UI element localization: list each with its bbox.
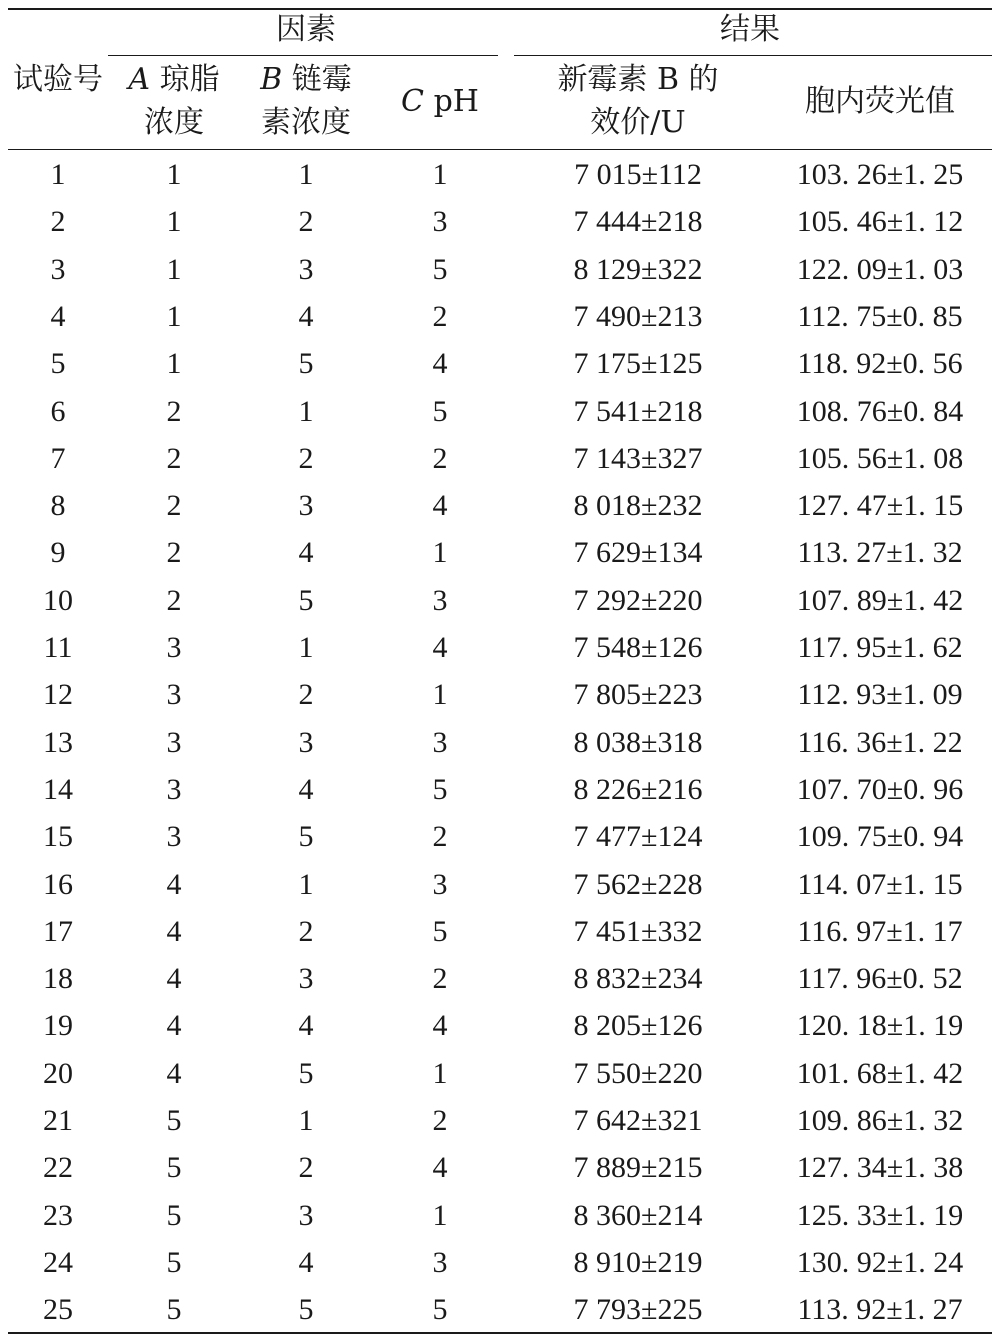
cell-trial-number: 22 — [43, 1151, 73, 1184]
cell-potency: 7 477±124 — [573, 820, 703, 853]
cell-fluorescence: 108. 76±0. 84 — [796, 395, 964, 428]
cell-fluorescence: 107. 89±1. 42 — [796, 584, 964, 617]
cell-fluorescence: 116. 36±1. 22 — [797, 726, 963, 759]
cell-fluorescence: 109. 75±0. 94 — [796, 820, 964, 853]
cell-factor-c: 1 — [432, 1057, 448, 1090]
cell-factor-a: 4 — [166, 868, 182, 901]
cell-factor-a: 1 — [166, 158, 182, 191]
cell-fluorescence: 117. 96±0. 52 — [797, 962, 963, 995]
cell-trial-number: 15 — [43, 820, 73, 853]
cell-factor-a: 1 — [166, 300, 182, 333]
cell-fluorescence: 112. 93±1. 09 — [797, 678, 963, 711]
header-factor-b-letter: B — [260, 62, 283, 97]
cell-fluorescence: 118. 92±0. 56 — [797, 347, 963, 380]
cell-fluorescence: 112. 75±0. 85 — [797, 300, 963, 333]
cell-trial-number: 19 — [43, 1009, 73, 1042]
cell-factor-b: 2 — [298, 678, 314, 711]
cell-factor-c: 2 — [432, 820, 448, 853]
cell-trial-number: 14 — [43, 773, 73, 806]
cell-trial-number: 3 — [50, 253, 66, 286]
cell-fluorescence: 122. 09±1. 03 — [796, 253, 964, 286]
cell-factor-b: 3 — [298, 726, 314, 759]
cell-trial-number: 10 — [43, 584, 73, 617]
header-factor-a-line2: 浓度 — [144, 105, 204, 140]
cell-trial-number: 12 — [43, 678, 73, 711]
cell-trial-number: 25 — [43, 1293, 73, 1326]
cell-potency: 7 642±321 — [573, 1104, 703, 1137]
cell-trial-number: 20 — [43, 1057, 73, 1090]
cell-factor-a: 5 — [166, 1199, 182, 1232]
cell-potency: 7 015±112 — [574, 158, 702, 191]
header-factor-a-letter: A — [128, 62, 151, 97]
cell-factor-b: 3 — [298, 489, 314, 522]
cell-factor-b: 2 — [298, 1151, 314, 1184]
cell-factor-c: 2 — [432, 300, 448, 333]
cell-factor-b: 4 — [298, 300, 314, 333]
cell-factor-a: 4 — [166, 1057, 182, 1090]
header-factor-b-line1: 链霉 — [291, 62, 352, 97]
cell-trial-number: 18 — [43, 962, 73, 995]
cell-factor-b: 4 — [298, 1246, 314, 1279]
cell-factor-b: 2 — [298, 205, 314, 238]
cell-factor-b: 1 — [298, 158, 314, 191]
cell-factor-b: 2 — [298, 915, 314, 948]
results-group-rule — [514, 55, 992, 56]
cell-factor-b: 1 — [298, 1104, 314, 1137]
cell-trial-number: 8 — [50, 489, 66, 522]
cell-fluorescence: 113. 27±1. 32 — [797, 536, 963, 569]
header-group-results: 结果 — [720, 12, 780, 47]
header-trial-number: 试验号 — [13, 62, 103, 97]
header-potency-line2: 效价/U — [590, 105, 686, 140]
cell-factor-a: 2 — [166, 489, 182, 522]
cell-trial-number: 17 — [43, 915, 73, 948]
header-factor-c-letter: C — [401, 84, 425, 119]
cell-factor-c: 5 — [432, 1293, 448, 1326]
cell-factor-a: 3 — [166, 726, 182, 759]
cell-trial-number: 11 — [43, 631, 73, 664]
cell-factor-b: 3 — [298, 1199, 314, 1232]
cell-factor-c: 4 — [432, 347, 448, 380]
cell-fluorescence: 130. 92±1. 24 — [796, 1246, 964, 1279]
cell-potency: 7 490±213 — [573, 300, 703, 333]
cell-factor-a: 1 — [166, 253, 182, 286]
cell-factor-c: 3 — [432, 205, 448, 238]
cell-potency: 7 550±220 — [573, 1057, 703, 1090]
cell-factor-c: 4 — [432, 489, 448, 522]
cell-fluorescence: 117. 95±1. 62 — [797, 631, 963, 664]
cell-factor-a: 4 — [166, 915, 182, 948]
cell-fluorescence: 127. 34±1. 38 — [796, 1151, 964, 1184]
cell-trial-number: 7 — [50, 442, 66, 475]
cell-factor-c: 1 — [432, 1199, 448, 1232]
cell-potency: 7 143±327 — [573, 442, 703, 475]
bottom-rule — [8, 1332, 992, 1334]
cell-factor-b: 5 — [298, 347, 314, 380]
cell-factor-c: 3 — [432, 868, 448, 901]
cell-factor-b: 1 — [298, 395, 314, 428]
cell-fluorescence: 120. 18±1. 19 — [796, 1009, 964, 1042]
cell-factor-c: 4 — [432, 631, 448, 664]
cell-trial-number: 13 — [43, 726, 73, 759]
cell-factor-c: 1 — [432, 678, 448, 711]
cell-fluorescence: 107. 70±0. 96 — [796, 773, 964, 806]
cell-factor-b: 3 — [298, 962, 314, 995]
cell-factor-a: 1 — [166, 347, 182, 380]
cell-factor-b: 4 — [298, 773, 314, 806]
cell-potency: 7 805±223 — [573, 678, 703, 711]
cell-fluorescence: 113. 92±1. 27 — [797, 1293, 963, 1326]
cell-potency: 8 205±126 — [573, 1009, 703, 1042]
cell-potency: 7 629±134 — [573, 536, 703, 569]
cell-factor-c: 4 — [432, 1151, 448, 1184]
cell-trial-number: 16 — [43, 868, 73, 901]
cell-factor-b: 5 — [298, 820, 314, 853]
cell-trial-number: 9 — [50, 536, 66, 569]
cell-factor-a: 3 — [166, 773, 182, 806]
cell-factor-c: 2 — [432, 1104, 448, 1137]
cell-factor-b: 5 — [298, 1293, 314, 1326]
top-rule — [8, 8, 992, 10]
cell-factor-c: 2 — [432, 962, 448, 995]
header-potency-line1: 新霉素 B 的 — [557, 62, 719, 97]
header-bottom-rule — [8, 149, 992, 150]
cell-factor-c: 5 — [432, 253, 448, 286]
cell-factor-b: 4 — [298, 536, 314, 569]
header-factor-c — [401, 84, 479, 119]
cell-potency: 8 129±322 — [573, 253, 703, 286]
cell-factor-b: 3 — [298, 253, 314, 286]
cell-factor-b: 5 — [298, 1057, 314, 1090]
cell-factor-c: 2 — [432, 442, 448, 475]
cell-fluorescence: 103. 26±1. 25 — [796, 158, 964, 191]
cell-factor-b: 1 — [298, 868, 314, 901]
cell-potency: 7 451±332 — [573, 915, 703, 948]
header-fluorescence: 胞内荧光值 — [805, 84, 955, 119]
cell-fluorescence: 125. 33±1. 19 — [796, 1199, 964, 1232]
cell-fluorescence: 116. 97±1. 17 — [797, 915, 963, 948]
cell-potency: 8 832±234 — [573, 962, 703, 995]
cell-potency: 7 292±220 — [573, 584, 703, 617]
factors-group-rule — [108, 55, 498, 56]
cell-potency: 8 038±318 — [573, 726, 703, 759]
cell-factor-b: 2 — [298, 442, 314, 475]
cell-factor-a: 5 — [166, 1104, 182, 1137]
header-factor-b-line2: 素浓度 — [261, 105, 351, 140]
cell-trial-number: 23 — [43, 1199, 73, 1232]
cell-factor-a: 2 — [166, 584, 182, 617]
cell-trial-number: 2 — [50, 205, 66, 238]
cell-factor-b: 5 — [298, 584, 314, 617]
cell-trial-number: 4 — [50, 300, 66, 333]
cell-trial-number: 21 — [43, 1104, 73, 1137]
cell-potency: 8 018±232 — [573, 489, 703, 522]
cell-potency: 7 175±125 — [573, 347, 703, 380]
cell-fluorescence: 114. 07±1. 15 — [797, 868, 963, 901]
header-factor-a-line1: 琼脂 — [159, 62, 220, 97]
cell-factor-a: 5 — [166, 1151, 182, 1184]
cell-fluorescence: 105. 46±1. 12 — [796, 205, 964, 238]
cell-factor-c: 3 — [432, 726, 448, 759]
cell-potency: 7 793±225 — [573, 1293, 703, 1326]
cell-factor-b: 1 — [298, 631, 314, 664]
cell-trial-number: 6 — [50, 395, 66, 428]
cell-fluorescence: 105. 56±1. 08 — [796, 442, 964, 475]
cell-potency: 7 541±218 — [573, 395, 703, 428]
cell-factor-c: 1 — [432, 536, 448, 569]
cell-fluorescence: 109. 86±1. 32 — [796, 1104, 964, 1137]
cell-potency: 7 562±228 — [573, 868, 703, 901]
cell-factor-c: 3 — [432, 1246, 448, 1279]
header-factor-a — [128, 62, 220, 97]
cell-factor-c: 3 — [432, 584, 448, 617]
cell-potency: 7 444±218 — [573, 205, 703, 238]
cell-potency: 7 889±215 — [573, 1151, 703, 1184]
cell-factor-a: 2 — [166, 395, 182, 428]
cell-factor-a: 3 — [166, 631, 182, 664]
cell-factor-a: 5 — [166, 1293, 182, 1326]
cell-potency: 8 910±219 — [573, 1246, 703, 1279]
cell-potency: 8 226±216 — [573, 773, 703, 806]
cell-factor-c: 4 — [432, 1009, 448, 1042]
cell-factor-c: 5 — [432, 395, 448, 428]
cell-factor-b: 4 — [298, 1009, 314, 1042]
cell-factor-a: 3 — [166, 678, 182, 711]
header-factor-c-text: pH — [433, 84, 479, 119]
cell-fluorescence: 101. 68±1. 42 — [796, 1057, 964, 1090]
cell-factor-a: 4 — [166, 962, 182, 995]
cell-factor-a: 5 — [166, 1246, 182, 1279]
header-group-factors: 因素 — [276, 12, 336, 47]
cell-factor-a: 3 — [166, 820, 182, 853]
cell-potency: 8 360±214 — [573, 1199, 703, 1232]
cell-factor-c: 1 — [432, 158, 448, 191]
cell-fluorescence: 127. 47±1. 15 — [796, 489, 964, 522]
cell-factor-a: 2 — [166, 536, 182, 569]
cell-factor-a: 1 — [166, 205, 182, 238]
cell-potency: 7 548±126 — [573, 631, 703, 664]
cell-trial-number: 1 — [50, 158, 66, 191]
header-factor-b — [260, 62, 352, 97]
cell-factor-c: 5 — [432, 773, 448, 806]
cell-trial-number: 24 — [43, 1246, 73, 1279]
cell-factor-a: 2 — [166, 442, 182, 475]
cell-factor-a: 4 — [166, 1009, 182, 1042]
cell-factor-c: 5 — [432, 915, 448, 948]
cell-trial-number: 5 — [50, 347, 66, 380]
